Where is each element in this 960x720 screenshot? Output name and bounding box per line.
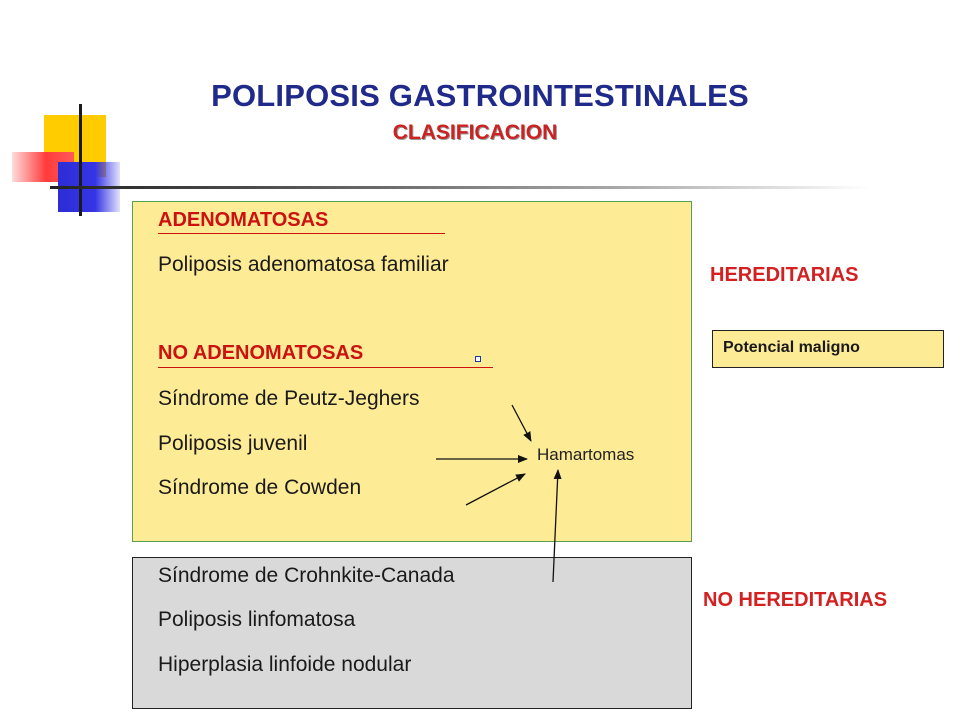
list-item: Síndrome de Crohnkite-Canada xyxy=(158,564,455,587)
malignant-potential-box: Potencial maligno xyxy=(712,330,944,368)
list-item: Poliposis juvenil xyxy=(158,432,308,455)
hamartomas-label: Hamartomas xyxy=(537,445,635,464)
non-hereditary-label: NO HEREDITARIAS xyxy=(703,589,888,611)
adenomatous-heading: ADENOMATOSAS xyxy=(158,209,329,231)
slide-title: POLIPOSIS GASTROINTESTINALES xyxy=(211,78,749,113)
hereditary-label: HEREDITARIAS xyxy=(710,264,859,286)
arrow-crohnkite-canada xyxy=(553,470,558,582)
list-item: Síndrome de Cowden xyxy=(158,476,362,499)
arrow-peutz-jeghers xyxy=(512,405,531,441)
list-item: Poliposis adenomatosa familiar xyxy=(158,253,449,276)
slide-subtitle: CLASIFICACION xyxy=(392,121,558,144)
list-item: Poliposis linfomatosa xyxy=(158,608,356,631)
non-adenomatous-heading: NO ADENOMATOSAS xyxy=(158,342,364,364)
list-item: Síndrome de Peutz-Jeghers xyxy=(158,387,420,410)
list-item: Hiperplasia linfoide nodular xyxy=(158,653,412,676)
arrow-cowden xyxy=(466,474,525,505)
